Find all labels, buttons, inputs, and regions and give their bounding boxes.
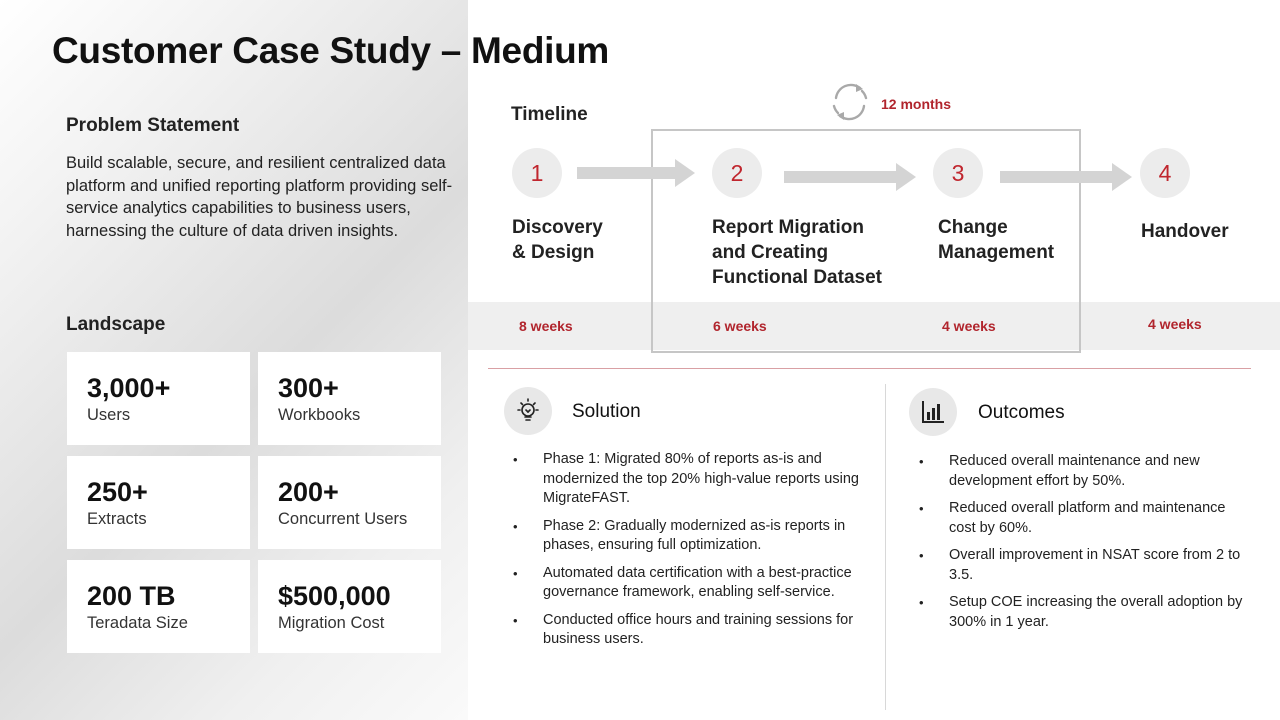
outcomes-list [919,452,1254,640]
step-1-label [512,215,603,265]
outcomes-heading: Outcomes [978,402,1065,423]
solution-heading: Solution [572,401,641,422]
step-4-circle: 4 [1140,148,1190,198]
landscape-heading: Landscape [66,314,166,335]
step-label-line: & Design [512,242,595,263]
card-label: Teradata Size [87,614,188,632]
outcome-item: • Overall improvement in NSAT score from 2 to 3.5. [919,546,1254,585]
landscape-card-concurrent-users [258,456,441,549]
cycle-icon [826,78,874,126]
problem-statement-heading: Problem Statement [66,115,240,136]
step-3-circle: 3 [933,148,983,198]
landscape-card-migration-cost [258,560,441,653]
card-label: Users [87,406,131,424]
step-label-line: Handover [1141,221,1229,242]
step-2-weeks: 6 weeks [713,318,767,334]
step-3-label [938,215,1054,265]
step-label-line: Change [938,217,1008,238]
solution-item: • Automated data certification with a best-practice governance framework, enabling self-service. [513,564,875,603]
outcomes-icon-badge [909,388,957,436]
card-value: 250+ [87,477,148,507]
solution-icon-badge [504,387,552,435]
bar-chart-icon [920,399,946,425]
solution-list [513,450,875,658]
step-2-label [712,215,882,290]
step-1-circle: 1 [512,148,562,198]
solution-item: • Phase 2: Gradually modernized as-is reports in phases, ensuring full optimization. [513,517,875,556]
twelve-months-label: 12 months [881,96,952,112]
card-label: Extracts [87,510,147,528]
card-value: 200+ [278,477,339,507]
step-4-weeks: 4 weeks [1148,316,1202,332]
step-4-label [1141,219,1229,244]
step-label-line: Functional Dataset [712,267,882,288]
card-value: 3,000+ [87,373,171,403]
landscape-card-workbooks [258,352,441,445]
landscape-card-teradata-size [67,560,250,653]
timeline-heading: Timeline [511,104,588,125]
outcome-item: • Reduced overall platform and maintenance cost by 60%. [919,499,1254,538]
landscape-card-users [67,352,250,445]
step-1-weeks: 8 weeks [519,318,573,334]
step-label-line: Report Migration [712,217,864,238]
landscape-card-extracts [67,456,250,549]
section-divider [488,368,1251,369]
step-2-circle: 2 [712,148,762,198]
page-title: Customer Case Study – Medium [52,30,610,71]
step-label-line: and Creating [712,242,829,263]
card-value: 300+ [278,373,339,403]
card-label: Workbooks [278,406,361,424]
arrow-right-icon [784,162,916,192]
lightbulb-icon [513,396,543,426]
solution-item: • Conducted office hours and training sessions for business users. [513,611,875,650]
card-value: 200 TB [87,581,176,611]
step-3-weeks: 4 weeks [942,318,996,334]
step-label-line: Management [938,242,1055,263]
card-label: Migration Cost [278,614,385,632]
column-divider [885,384,886,710]
card-value: $500,000 [278,581,391,611]
outcome-item: • Reduced overall maintenance and new development effort by 50%. [919,452,1254,491]
card-label: Concurrent Users [278,510,408,528]
step-label-line: Discovery [512,217,603,238]
problem-statement-text: Build scalable, secure, and resilient centralized data platform and unified reporting platform providing self-service analytics capabilities to business users, harnessing the culture of data driven insights. [66,154,453,240]
arrow-right-icon [1000,162,1132,192]
solution-item: • Phase 1: Migrated 80% of reports as-is and modernized the top 20% high-value reports using MigrateFAST. [513,450,875,509]
arrow-right-icon [577,158,695,188]
outcome-item: • Setup COE increasing the overall adoption by 300% in 1 year. [919,593,1254,632]
